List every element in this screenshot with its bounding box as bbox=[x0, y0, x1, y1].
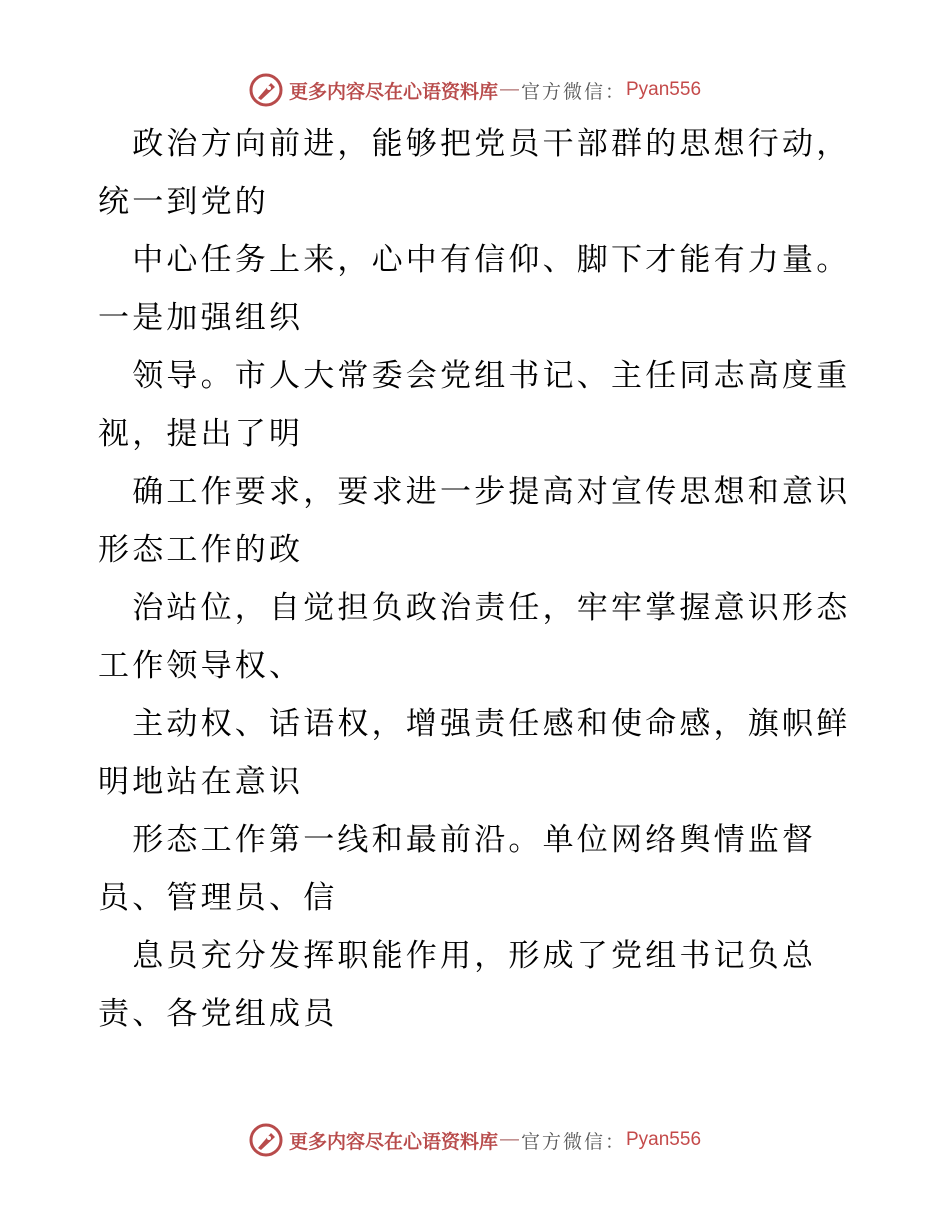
pen-nib-logo-icon bbox=[249, 73, 283, 107]
header-banner bbox=[0, 70, 950, 110]
header-wechat-id: Pyan556 bbox=[626, 79, 702, 100]
body-line: 员、管理员、信 bbox=[98, 880, 338, 916]
body-line: 一是加强组织 bbox=[98, 300, 304, 336]
pen-nib-logo-icon bbox=[249, 1123, 283, 1157]
footer-wechat-label: 官方微信： bbox=[520, 1130, 626, 1153]
body-line: 视，提出了明 bbox=[98, 416, 304, 452]
footer-brand-text: 更多内容尽在心语资料库 bbox=[288, 1130, 498, 1153]
body-line: 形态工作的政 bbox=[98, 532, 304, 568]
footer-banner bbox=[0, 1120, 950, 1160]
body-line: 形态工作第一线和最前沿。单位网络舆情监督 bbox=[98, 822, 817, 858]
header-brand-text: 更多内容尽在心语资料库 bbox=[288, 80, 498, 103]
header-dash: — bbox=[499, 79, 519, 100]
body-line: 工作领导权、 bbox=[98, 648, 304, 684]
document-body bbox=[98, 118, 858, 1046]
body-line: 领导。市人大常委会党组书记、主任同志高度重 bbox=[98, 358, 851, 394]
body-line: 统一到党的 bbox=[98, 184, 269, 220]
body-line: 治站位，自觉担负政治责任，牢牢掌握意识形态 bbox=[98, 590, 851, 626]
footer-wechat-id: Pyan556 bbox=[626, 1129, 702, 1150]
body-line: 确工作要求，要求进一步提高对宣传思想和意识 bbox=[98, 474, 851, 510]
body-line: 责、各党组成员 bbox=[98, 996, 338, 1032]
body-line: 中心任务上来，心中有信仰、脚下才能有力量。 bbox=[98, 242, 851, 278]
body-line: 息员充分发挥职能作用，形成了党组书记负总 bbox=[98, 938, 817, 974]
body-line: 政治方向前进，能够把党员干部群的思想行动， bbox=[98, 126, 851, 162]
header-wechat-label: 官方微信： bbox=[520, 80, 626, 103]
body-line: 主动权、话语权，增强责任感和使命感，旗帜鲜 bbox=[98, 706, 851, 742]
footer-dash: — bbox=[499, 1129, 519, 1150]
body-line: 明地站在意识 bbox=[98, 764, 304, 800]
